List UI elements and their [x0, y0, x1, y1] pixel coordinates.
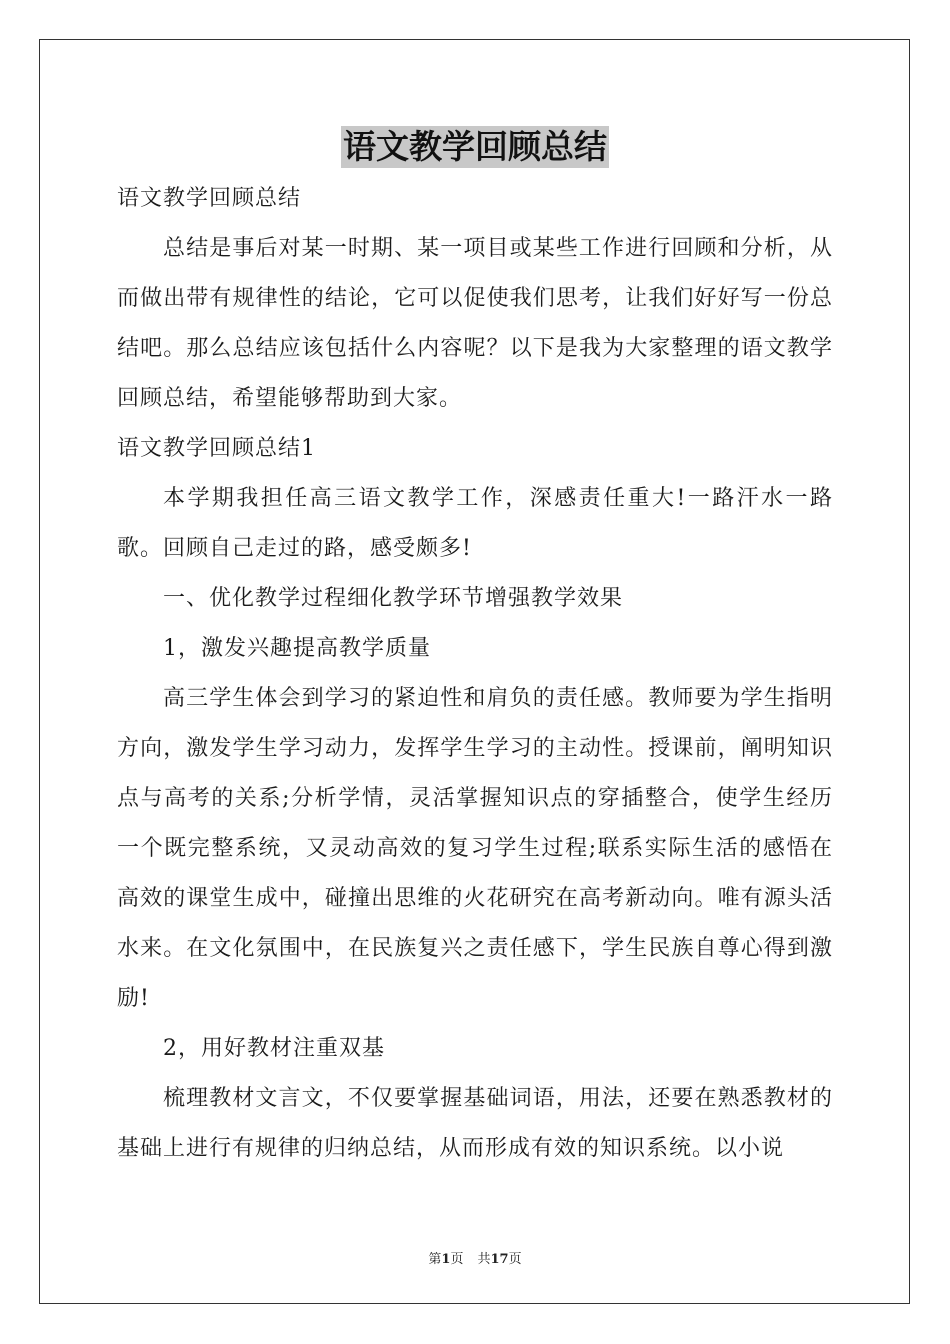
page-footer — [0, 1248, 950, 1267]
section-heading: 语文教学回顾总结1 — [117, 436, 316, 461]
body-paragraph: 梳理教材文言文，不仅要掌握基础词语，用法，还要在熟悉教材的基础上进行有规律的归纳总结，从而形成有效的知识系统。以小说 — [117, 1086, 833, 1161]
title-wrap — [0, 126, 950, 168]
intro-paragraph: 总结是事后对某一时期、某一项目或某些工作进行回顾和分析，从而做出带有规律性的结论，它可以促使我们思考，让我们好好写一份总结吧。那么总结应该包括什么内容呢？以下是我为大家整理的语文教学回顾总结，希望能够帮助到大家。 — [117, 236, 833, 411]
subtitle-paragraph: 语文教学回顾总结 — [117, 186, 302, 211]
subheading-paragraph: 1，激发兴趣提高教学质量 — [163, 636, 431, 661]
document-title: 语文教学回顾总结 — [343, 127, 607, 166]
body-paragraph: 高三学生体会到学习的紧迫性和肩负的责任感。教师要为学生指明方向，激发学生学习动力，发挥学生学习的主动性。授课前，阐明知识点与高考的关系;分析学情，灵活掌握知识点的穿插整合，使学生经历一个既完整系统，又灵动高效的复习学生过程;联系实际生活的感悟在高效的课堂生成中，碰撞出思维的火花研究在高考新动向。唯有源头活水来。在文化氛围中，在民族复兴之责任感下，学生民族自尊心得到激励! — [117, 686, 833, 1011]
page-number-label: 第1页 — [428, 1252, 464, 1267]
subheading-paragraph: 2，用好教材注重双基 — [163, 1036, 385, 1061]
subheading-paragraph: 一、优化教学过程细化教学环节增强教学效果 — [163, 586, 624, 611]
body-paragraph: 本学期我担任高三语文教学工作，深感责任重大!一路汗水一路歌。回顾自己走过的路，感受颇多! — [117, 486, 833, 561]
page-total-label: 共17页 — [477, 1252, 522, 1267]
document-body — [117, 174, 833, 1174]
